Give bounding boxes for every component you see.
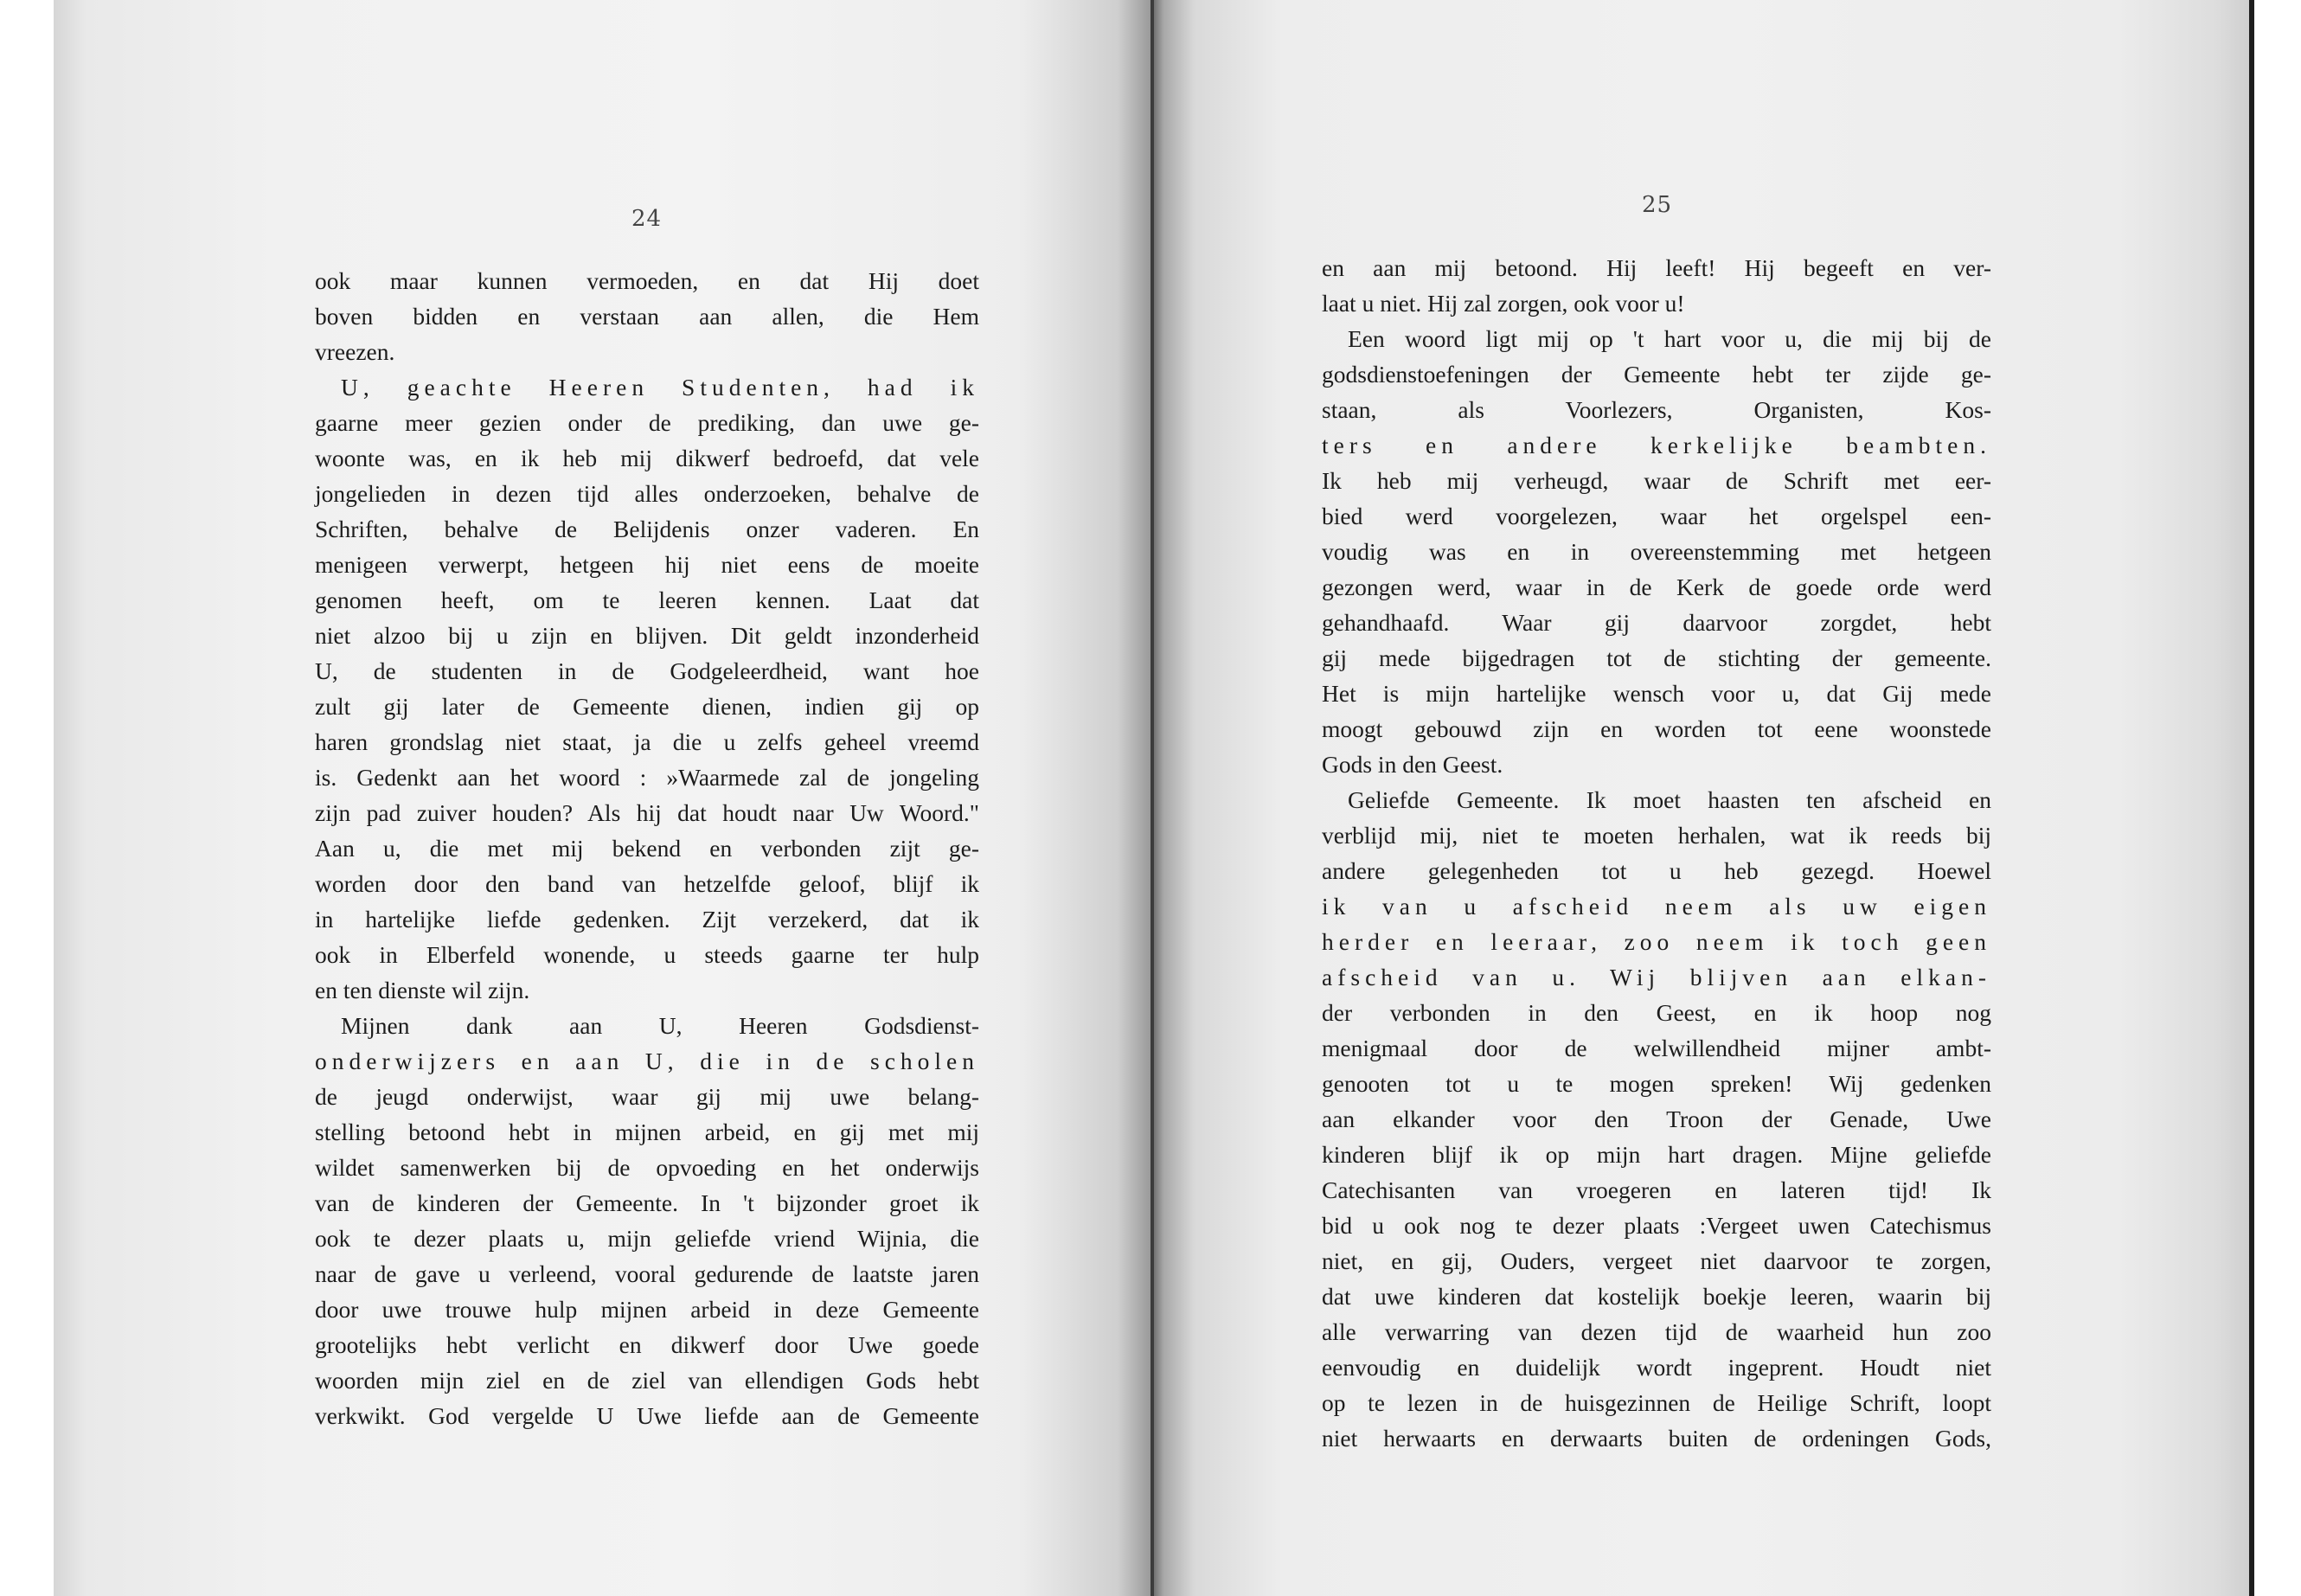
text-line: ook te dezer plaats u, mijn geliefde vriend Wijnia, die	[315, 1225, 979, 1252]
text-line: wildet samenwerken bij de opvoeding en het onderwijs	[315, 1154, 979, 1181]
text-line: Een woord ligt mij op 't hart voor u, die mij bij de	[1348, 325, 1991, 352]
left-page-number: 24	[631, 206, 663, 232]
text-line: laat u niet. Hij zal zorgen, ook voor u!	[1322, 290, 1685, 317]
text-line: in hartelijke liefde gedenken. Zijt verzekerd, dat ik	[315, 906, 979, 933]
text-line: aan elkander voor den Troon der Genade, Uwe	[1322, 1106, 1991, 1132]
right-page-text	[1322, 250, 1991, 1456]
text-line: U, de studenten in de Godgeleerdheid, want hoe	[315, 657, 979, 684]
text-line: niet alzoo bij u zijn en blijven. Dit geldt inzonderheid	[315, 622, 979, 649]
text-line: zult gij later de Gemeente dienen, indien gij op	[315, 693, 979, 720]
text-line: der verbonden in den Geest, en ik hoop nog	[1322, 999, 1991, 1026]
left-page-text	[315, 263, 979, 1433]
text-line: gij mede bijgedragen tot de stichting der gemeente.	[1322, 644, 1991, 671]
text-line: Aan u, die met mij bekend en verbonden zijt ge-	[315, 835, 979, 862]
right-page-edge	[2249, 0, 2254, 1596]
text-line: woonte was, en ik heb mij dikwerf bedroefd, dat vele	[315, 445, 979, 471]
text-line: gezongen werd, waar in de Kerk de goede orde werd	[1322, 574, 1991, 600]
text-line: Mijnen dank aan U, Heeren Godsdienst-	[341, 1012, 979, 1039]
text-line: worden door den band van hetzelfde geloof, blijf ik	[315, 870, 979, 897]
text-line: door uwe trouwe hulp mijnen arbeid in deze Gemeente	[315, 1296, 979, 1323]
text-line: jongelieden in dezen tijd alles onderzoeken, behalve de	[315, 480, 979, 507]
text-line: ik van u afscheid neem als uw eigen	[1322, 893, 1991, 920]
text-line: Ik heb mij verheugd, waar de Schrift met eer-	[1322, 467, 1991, 494]
text-line: is. Gedenkt aan het woord : »Waarmede zal de jongeling	[315, 764, 979, 791]
text-line: bied werd voorgelezen, waar het orgelspel een-	[1322, 503, 1991, 529]
text-line: Schriften, behalve de Belijdenis onzer vaderen. En	[315, 516, 979, 542]
text-line: van de kinderen der Gemeente. In 't bijzonder groet ik	[315, 1189, 979, 1216]
text-line: eenvoudig en duidelijk wordt ingeprent. Houdt niet	[1322, 1354, 1991, 1381]
text-line: Catechisanten van vroegeren en lateren tijd! Ik	[1322, 1176, 1991, 1203]
text-line: gehandhaafd. Waar gij daarvoor zorgdet, hebt	[1322, 609, 1991, 636]
text-line: menigmaal door de welwillendheid mijner ambt-	[1322, 1035, 1991, 1061]
book-gutter	[1150, 0, 1154, 1596]
text-line: kinderen blijf ik op mijn hart dragen. Mijne geliefde	[1322, 1141, 1991, 1168]
text-line: voudig was en in overeenstemming met hetgeen	[1322, 538, 1991, 565]
text-line: ook maar kunnen vermoeden, en dat Hij doet	[315, 267, 979, 294]
text-line: ters en andere kerkelijke beambten.	[1322, 432, 1991, 458]
text-line: boven bidden en verstaan aan allen, die Hem	[315, 303, 979, 330]
text-line: haren grondslag niet staat, ja die u zelfs geheel vreemd	[315, 728, 979, 755]
text-line: verkwikt. God vergelde U Uwe liefde aan de Gemeente	[315, 1402, 979, 1429]
text-line: U, geachte Heeren Studenten, had ik	[341, 374, 979, 401]
text-line: op te lezen in de huisgezinnen de Heilige Schrift, loopt	[1322, 1389, 1991, 1416]
text-line: vreezen.	[315, 338, 395, 365]
text-line: afscheid van u. Wij blijven aan elkan-	[1322, 964, 1991, 990]
text-line: stelling betoond hebt in mijnen arbeid, en gij met mij	[315, 1118, 979, 1145]
text-line: godsdienstoefeningen der Gemeente hebt ter zijde ge-	[1322, 361, 1991, 388]
text-line: genooten tot u te mogen spreken! Wij gedenken	[1322, 1070, 1991, 1097]
text-line: verblijd mij, niet te moeten herhalen, wat ik reeds bij	[1322, 822, 1991, 849]
text-line: ook in Elberfeld wonende, u steeds gaarne ter hulp	[315, 941, 979, 968]
text-line: en ten dienste wil zijn.	[315, 977, 530, 1003]
text-line: alle verwarring van dezen tijd de waarheid hun zoo	[1322, 1318, 1991, 1345]
text-line: zijn pad zuiver houden? Als hij dat houdt naar Uw Woord."	[315, 799, 979, 826]
text-line: niet, en gij, Ouders, vergeet niet daarvoor te zorgen,	[1322, 1247, 1991, 1274]
text-line: genomen heeft, om te leeren kennen. Laat dat	[315, 586, 979, 613]
text-line: andere gelegenheden tot u heb gezegd. Hoewel	[1322, 857, 1991, 884]
text-line: onderwijzers en aan U, die in de scholen	[315, 1048, 979, 1074]
text-line: herder en leeraar, zoo neem ik toch geen	[1322, 928, 1991, 955]
text-line: Het is mijn hartelijke wensch voor u, dat Gij mede	[1322, 680, 1991, 707]
text-line: woorden mijn ziel en de ziel van ellendigen Gods hebt	[315, 1367, 979, 1394]
text-line: de jeugd onderwijst, waar gij mij uwe belang-	[315, 1083, 979, 1110]
text-line: niet herwaarts en derwaarts buiten de ordeningen Gods,	[1322, 1425, 1991, 1452]
text-line: en aan mij betoond. Hij leeft! Hij begeeft en ver-	[1322, 254, 1991, 281]
text-line: Gods in den Geest.	[1322, 751, 1503, 778]
text-line: dat uwe kinderen dat kostelijk boekje leeren, waarin bij	[1322, 1283, 1991, 1310]
text-line: grootelijks hebt verlicht en dikwerf door Uwe goede	[315, 1331, 979, 1358]
text-line: staan, als Voorlezers, Organisten, Kos-	[1322, 396, 1991, 423]
text-line: moogt gebouwd zijn en worden tot eene woonstede	[1322, 715, 1991, 742]
text-line: naar de gave u verleend, vooral gedurende de laatste jaren	[315, 1260, 979, 1287]
text-line: gaarne meer gezien onder de prediking, dan uwe ge-	[315, 409, 979, 436]
text-line: menigeen verwerpt, hetgeen hij niet eens de moeite	[315, 551, 979, 578]
right-page-number: 25	[1642, 192, 1673, 218]
text-line: Geliefde Gemeente. Ik moet haasten ten afscheid en	[1348, 786, 1991, 813]
text-line: bid u ook nog te dezer plaats :Vergeet uwen Catechismus	[1322, 1212, 1991, 1239]
